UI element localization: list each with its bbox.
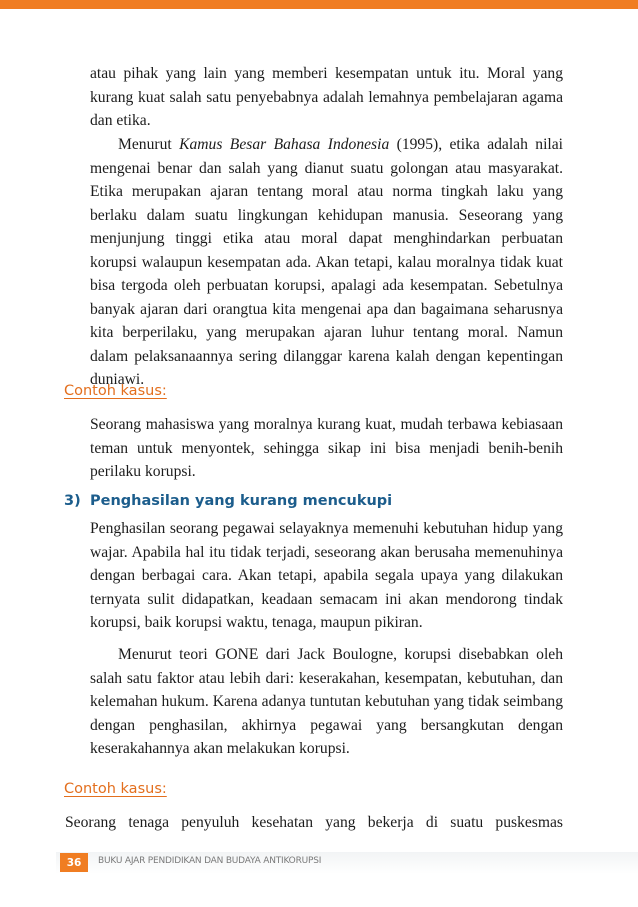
top-accent-bar <box>0 0 638 9</box>
example-heading-2: Contoh kasus: <box>64 781 167 797</box>
running-head: BUKU AJAR PENDIDIKAN DAN BUDAYA ANTIKORUPSI <box>98 856 322 866</box>
paragraph-income-needs: Penghasilan seorang pegawai selayaknya memenuhi kebutuhan hidup yang wajar. Apabila hal itu tidak terjadi, seseorang akan berusaha memenuhinya dengan berbagai cara. Akan tetapi, apabila segala upaya yang dilakukan ternyata sulit didapatkan, keadaan semacam ini akan mendorong tindak korupsi, baik korupsi waktu, tenaga, maupun pikiran. <box>90 520 563 631</box>
section-number: 3) <box>64 493 81 509</box>
book-title-kbbi: Kamus Besar Bahasa Indonesia <box>179 136 390 153</box>
page-number: 36 <box>60 853 88 872</box>
paragraph-example-student: Seorang mahasiswa yang moralnya kurang kuat, mudah terbawa kebiasaan teman untuk menyontek, sehingga sikap ini bisa menjadi benih-benih perilaku korupsi. <box>90 416 563 480</box>
paragraph-example-health-worker: Seorang tenaga penyuluh kesehatan yang bekerja di suatu puskesmas <box>65 814 563 831</box>
paragraph-kbbi-lead: Menurut <box>118 136 180 153</box>
paragraph-kbbi-ethics <box>90 133 563 392</box>
paragraph-moral-continuation: atau pihak yang lain yang memberi kesempatan untuk itu. Moral yang kurang kuat salah satu penyebabnya adalah lemahnya pembelajaran agama dan etika. <box>90 65 563 129</box>
section-heading-income <box>64 491 392 511</box>
paragraph-kbbi-body: (1995), etika adalah nilai mengenai benar dan salah yang dianut suatu golongan atau masyarakat. Etika merupakan ajaran tentang moral atau norma tingkah laku yang berlaku dalam suatu lingkungan kehidupan manusia. Seseorang yang menjunjung tinggi etika atau moral dapat menghindarkan perbuatan korupsi walaupun kesempatan ada. Akan tetapi, kalau moralnya tidak kuat bisa tergoda oleh perbuatan korupsi, apalagi ada kesempatan. Sebetulnya banyak ajaran dari orangtua kita mengenai apa dan bagaimana seharusnya kita berperilaku, yang merupakan ajaran luhur tentang moral. Namun dalam pelaksanaannya sering dilanggar karena kalah dengan kepentingan duniawi. <box>90 136 563 388</box>
paragraph-gone-theory: Menurut teori GONE dari Jack Boulogne, korupsi disebabkan oleh salah satu faktor atau lebih dari: keserakahan, kesempatan, kebutuhan, dan kelemahan hukum. Karena adanya tuntutan kebutuhan yang tidak seimbang dengan penghasilan, akhirnya pegawai yang bersangkutan dengan keserakahannya akan melakukan korupsi. <box>90 646 563 757</box>
section-title: Penghasilan yang kurang mencukupi <box>90 493 393 509</box>
example-heading-1: Contoh kasus: <box>64 383 167 399</box>
